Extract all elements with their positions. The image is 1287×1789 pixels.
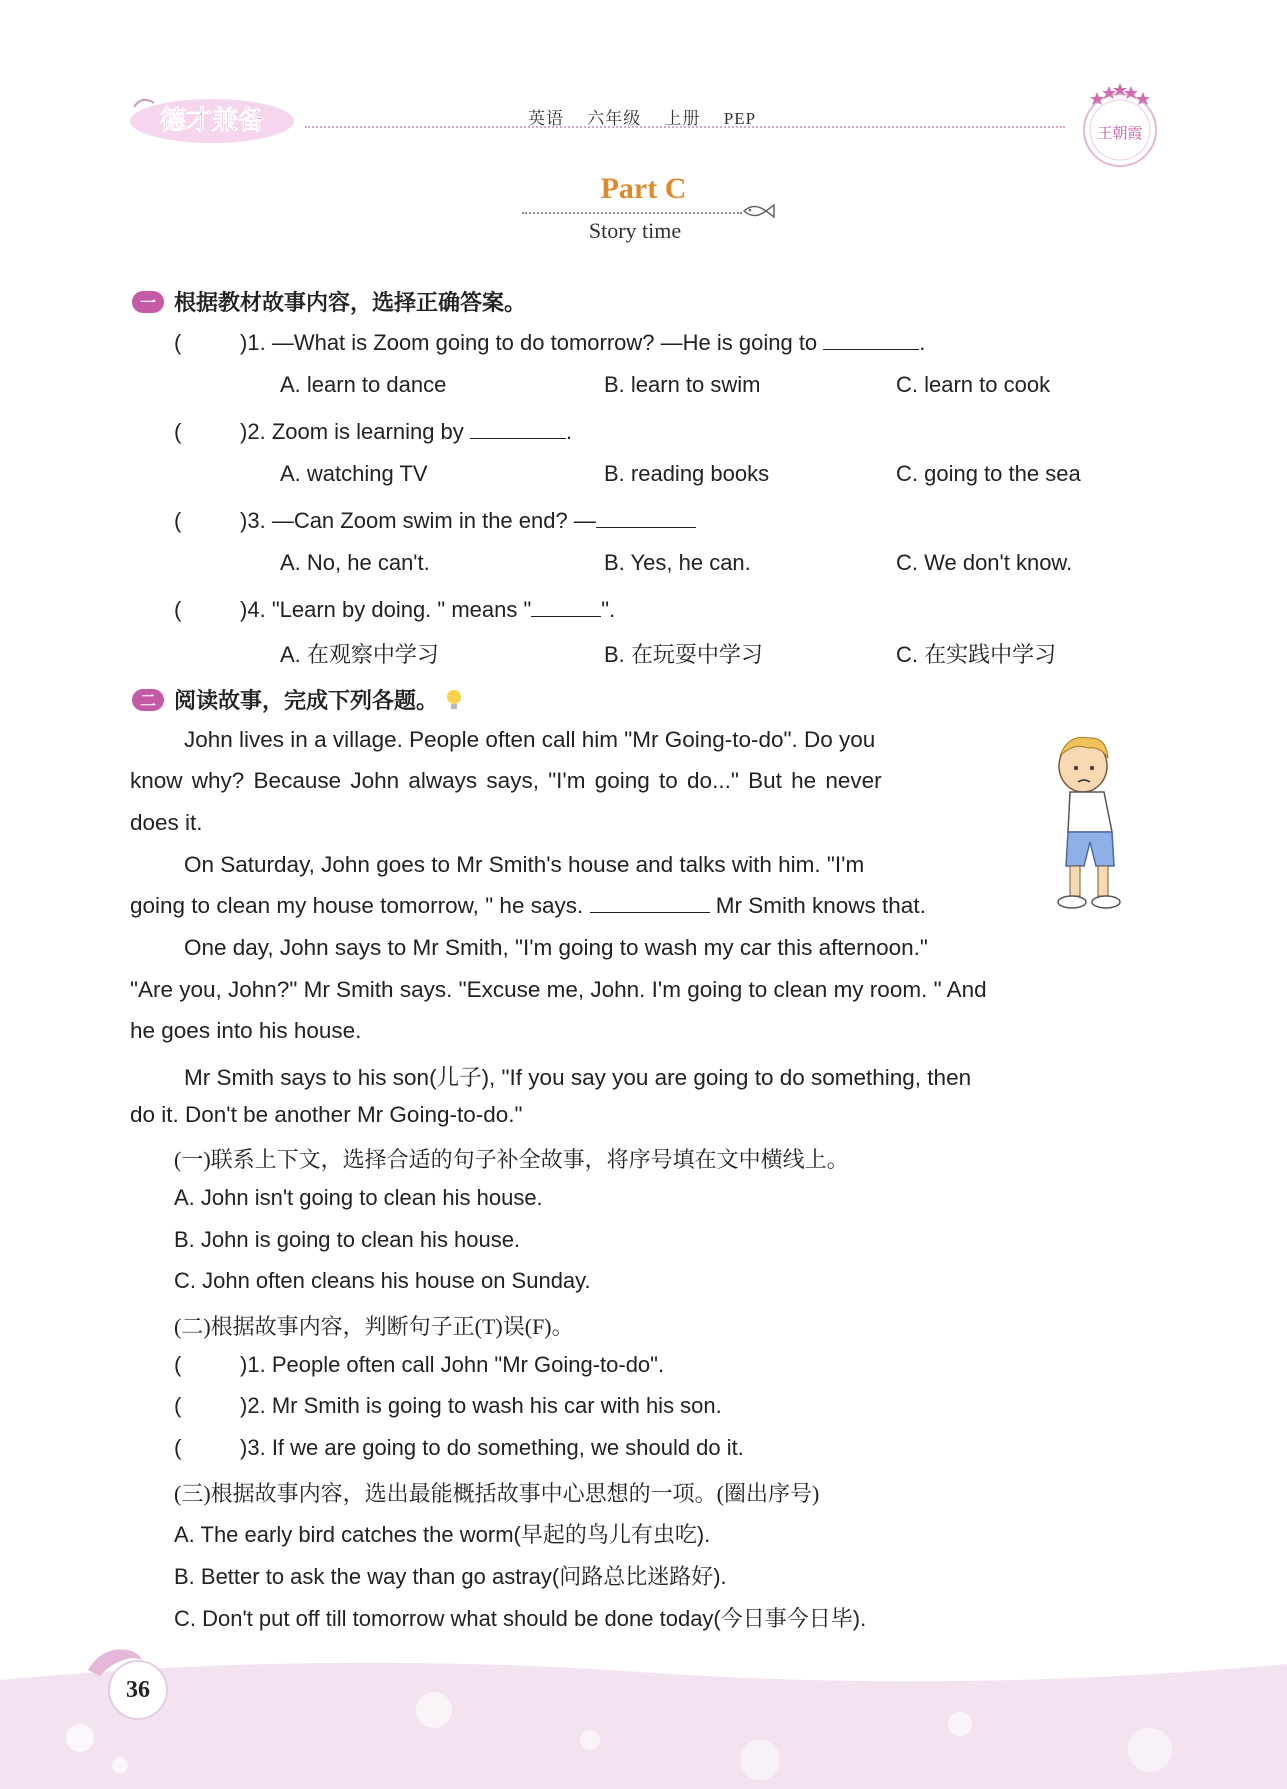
option[interactable]: A. No, he can't. — [280, 550, 430, 575]
tf-item-3: ( )3. If we are going to do something, we should do it. — [174, 1435, 744, 1460]
question-3-text: —Can Zoom swim in the end? — — [271, 508, 596, 533]
section1-header — [132, 286, 526, 317]
question-4-text: "Learn by doing. " means " — [271, 597, 532, 622]
part3-option[interactable]: B. Better to ask the way than go astray(问路总比迷路好). — [174, 1564, 727, 1589]
page-number: 36 — [108, 1660, 168, 1720]
part3-title: (三)根据故事内容，选出最能概括故事中心思想的一项。(圈出序号) — [174, 1481, 820, 1506]
option[interactable]: C. going to the sea — [896, 461, 1081, 486]
part1-title: (一)联系上下文，选择合适的句子补全故事，将序号填在文中横线上。 — [174, 1147, 849, 1172]
story-line: Mr Smith says to his son(儿子), "If you say you are going to do something, then — [184, 1065, 972, 1090]
header-title — [528, 104, 774, 129]
part-divider — [522, 212, 742, 214]
header-subject: 英语 — [528, 109, 564, 128]
answer-blank[interactable] — [823, 348, 919, 350]
question-3-num: 3. — [247, 508, 266, 533]
section1-badge: 一 — [132, 291, 164, 313]
answer-blank[interactable] — [470, 437, 566, 439]
logo-text: 德才兼备 — [159, 106, 265, 136]
part1-option[interactable]: B. John is going to clean his house. — [174, 1227, 521, 1252]
seal-logo — [1075, 80, 1165, 170]
story-line: he goes into his house. — [130, 1018, 362, 1043]
story-line: One day, John says to Mr Smith, "I'm going to wash my car this afternoon." — [184, 935, 928, 960]
question-1-num: 1. — [247, 330, 266, 355]
section1-title: 根据教材故事内容，选择正确答案。 — [174, 290, 527, 315]
story-line: John lives in a village. People often call him "Mr Going-to-do". Do you — [184, 727, 876, 752]
option[interactable]: C. learn to cook — [896, 372, 1051, 397]
question-1-text: —What is Zoom going to do tomorrow? —He is going to — [271, 330, 818, 355]
tf-answer-slot[interactable]: ) — [240, 1393, 248, 1418]
tf-answer-slot[interactable]: ) — [240, 1435, 248, 1460]
section2-header — [132, 684, 464, 715]
question-2-text: Zoom is learning by — [271, 419, 464, 444]
question-3: ( )3. —Can Zoom swim in the end? — — [174, 508, 696, 534]
question-2: ( )2. Zoom is learning by . — [174, 419, 573, 444]
option[interactable]: B. Yes, he can. — [604, 550, 751, 575]
section2-title: 阅读故事，完成下列各题。 — [174, 688, 439, 713]
story-line: know why? Because John always says, "I'm going to do..." But he never — [130, 768, 882, 793]
question-1: ( )1. —What is Zoom going to do tomorrow? —He is going to . — [174, 330, 926, 355]
option[interactable]: C. 在实践中学习 — [896, 642, 1057, 667]
question-4: ( )4. "Learn by doing. " means " ". — [174, 597, 616, 622]
header-edition: PEP — [723, 109, 757, 128]
option[interactable]: B. reading books — [604, 461, 770, 486]
part-title: Part C — [600, 172, 687, 205]
header-volume: 上册 — [664, 109, 701, 128]
tf-item-2: ( )2. Mr Smith is going to wash his car with his son. — [174, 1393, 722, 1418]
tf-item-1: ( )1. People often call John "Mr Going-to-do". — [174, 1352, 665, 1377]
section2-badge: 二 — [132, 689, 164, 711]
question-2-num: 2. — [247, 419, 266, 444]
boy-illustration — [1048, 728, 1148, 918]
option[interactable]: B. learn to swim — [604, 372, 761, 397]
part3-option[interactable]: A. The early bird catches the worm(早起的鸟儿有虫吃). — [174, 1522, 711, 1547]
footer-wave — [0, 1650, 1287, 1789]
story-blank[interactable] — [590, 911, 710, 913]
part2-title: (二)根据故事内容，判断句子正(T)误(F)。 — [174, 1314, 574, 1339]
part1-option[interactable]: A. John isn't going to clean his house. — [174, 1185, 543, 1210]
option[interactable]: B. 在玩耍中学习 — [604, 642, 763, 667]
option[interactable]: A. watching TV — [280, 461, 428, 486]
part3-option[interactable]: C. Don't put off till tomorrow what should be done today(今日事今日毕). — [174, 1606, 867, 1631]
story-line-with-blank: going to clean my house tomorrow, " he says. Mr Smith knows that. — [130, 893, 926, 918]
part-subtitle: Story time — [588, 218, 682, 243]
tf-answer-slot[interactable]: ) — [240, 1352, 248, 1377]
story-line: On Saturday, John goes to Mr Smith's house and talks with him. "I'm — [184, 852, 865, 877]
option[interactable]: A. learn to dance — [280, 372, 447, 397]
answer-blank[interactable] — [596, 526, 696, 528]
story-line: does it. — [130, 810, 203, 835]
question-4-num: 4. — [247, 597, 266, 622]
story-line: do it. Don't be another Mr Going-to-do." — [130, 1102, 523, 1127]
lightbulb-icon — [444, 688, 464, 712]
option[interactable]: C. We don't know. — [896, 550, 1073, 575]
part1-option[interactable]: C. John often cleans his house on Sunday. — [174, 1268, 591, 1293]
answer-blank[interactable] — [531, 615, 601, 617]
header-grade: 六年级 — [587, 109, 642, 128]
option[interactable]: A. 在观察中学习 — [280, 642, 439, 667]
seal-text: 王朝霞 — [1097, 124, 1143, 142]
story-line: "Are you, John?" Mr Smith says. "Excuse me, John. I'm going to clean my room. " And — [130, 977, 987, 1002]
brand-logo — [128, 93, 296, 145]
